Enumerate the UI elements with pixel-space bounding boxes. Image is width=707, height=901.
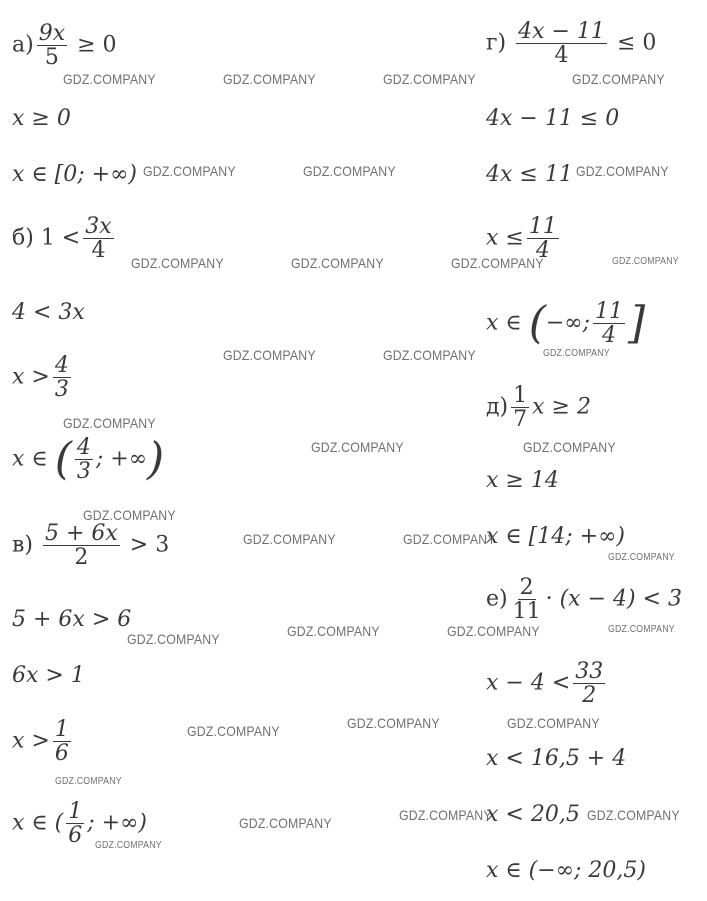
denominator: 7 — [513, 407, 528, 433]
problem-a-line-2: x ≥ 0 — [12, 106, 71, 131]
problem-a-label: а) — [12, 32, 34, 58]
denominator: 5 — [44, 45, 59, 71]
denominator: 6 — [54, 741, 69, 767]
fraction — [66, 800, 84, 847]
watermark: GDZ.COMPANY — [63, 71, 156, 87]
watermark: GDZ.COMPANY — [399, 807, 492, 823]
denominator: 3 — [54, 377, 69, 403]
watermark: GDZ.COMPANY — [223, 347, 316, 363]
watermark: GDZ.COMPANY — [239, 815, 332, 831]
watermark: GDZ.COMPANY — [587, 807, 680, 823]
close-paren: ) — [147, 433, 165, 485]
fraction — [573, 660, 605, 707]
watermark: GDZ.COMPANY — [612, 256, 679, 267]
problem-d-label: д) — [486, 394, 509, 420]
watermark: GDZ.COMPANY — [383, 347, 476, 363]
numerator: 1 — [54, 717, 69, 742]
watermark: GDZ.COMPANY — [223, 71, 316, 87]
watermark: GDZ.COMPANY — [523, 439, 616, 455]
problem-g-answer — [486, 297, 646, 349]
fraction — [511, 576, 543, 623]
problem-v-line-2: 5 + 6x > 6 — [12, 607, 132, 632]
watermark: GDZ.COMPANY — [447, 623, 540, 639]
watermark: GDZ.COMPANY — [383, 71, 476, 87]
watermark: GDZ.COMPANY — [83, 507, 176, 523]
numerator: 33 — [575, 659, 604, 684]
numerator: 11 — [528, 214, 557, 239]
watermark: GDZ.COMPANY — [572, 71, 665, 87]
denominator: 3 — [76, 459, 91, 485]
fraction — [511, 384, 529, 431]
watermark: GDZ.COMPANY — [576, 163, 669, 179]
open-paren: ( — [528, 297, 546, 349]
problem-e-line-1 — [486, 576, 682, 623]
watermark: GDZ.COMPANY — [55, 776, 122, 787]
problem-v-line-4 — [12, 718, 74, 765]
problem-g-line-2: 4x − 11 ≤ 0 — [486, 106, 620, 131]
numerator: 5 + 6x — [44, 521, 118, 546]
numerator: 3x — [85, 214, 112, 239]
numerator: 2 — [519, 575, 534, 600]
problem-e-answer: x ∈ (−∞; 20,5) — [486, 858, 646, 883]
watermark: GDZ.COMPANY — [243, 531, 336, 547]
problem-e-line-4: x < 20,5 — [486, 802, 580, 827]
numerator: 1 — [68, 799, 83, 824]
denominator: 4 — [535, 238, 550, 264]
denominator: 2 — [74, 545, 89, 571]
watermark: GDZ.COMPANY — [95, 840, 162, 851]
denominator: 4 — [554, 43, 569, 69]
watermark: GDZ.COMPANY — [131, 255, 224, 271]
denominator: 11 — [512, 599, 541, 625]
numerator: 11 — [595, 299, 624, 324]
problem-b-line-3 — [12, 354, 74, 401]
watermark: GDZ.COMPANY — [608, 624, 675, 635]
fraction — [53, 354, 71, 401]
watermark: GDZ.COMPANY — [451, 255, 544, 271]
problem-g-line-3: 4x ≤ 11 — [486, 162, 573, 187]
inequality-rest: x ≥ 2 — [532, 394, 591, 420]
problem-b-label: б) 1 < — [12, 225, 81, 251]
inequality-rest: ≥ 0 — [77, 32, 117, 58]
denominator: 4 — [91, 238, 106, 264]
watermark: GDZ.COMPANY — [63, 415, 156, 431]
inequality-rest: · (x − 4) < 3 — [545, 586, 683, 612]
watermark: GDZ.COMPANY — [608, 552, 675, 563]
problem-b-answer — [12, 433, 165, 485]
numerator: 4 — [76, 435, 91, 460]
problem-d-line-2: x ≥ 14 — [486, 468, 559, 493]
denominator: 4 — [602, 323, 617, 349]
watermark: GDZ.COMPANY — [291, 255, 384, 271]
expr-pre: x ∈ — [486, 310, 522, 336]
problem-v-line-3: 6x > 1 — [12, 663, 85, 688]
expr-pre: x > — [12, 364, 50, 390]
problem-e-line-2 — [486, 660, 608, 707]
expr-inner: −∞; — [545, 310, 591, 336]
watermark: GDZ.COMPANY — [543, 348, 610, 359]
fraction — [53, 718, 71, 765]
watermark: GDZ.COMPANY — [303, 163, 396, 179]
expr-post: ; +∞) — [87, 810, 148, 836]
denominator: 2 — [582, 683, 597, 709]
watermark: GDZ.COMPANY — [127, 631, 220, 647]
problem-a-line-1 — [12, 22, 117, 69]
problem-b-line-1 — [12, 215, 117, 262]
problem-v-label: в) — [12, 532, 33, 558]
watermark: GDZ.COMPANY — [287, 623, 380, 639]
fraction — [516, 20, 607, 67]
watermark: GDZ.COMPANY — [403, 531, 496, 547]
inequality-rest: > 3 — [129, 532, 170, 558]
watermark: GDZ.COMPANY — [507, 715, 600, 731]
numerator: 9x — [38, 21, 66, 46]
problem-e-line-3: x < 16,5 + 4 — [486, 746, 627, 771]
open-paren: ( — [54, 433, 72, 485]
problem-g-line-1 — [486, 20, 656, 67]
expr-pre: x > — [12, 728, 50, 754]
fraction — [593, 300, 625, 347]
fraction — [43, 522, 120, 569]
problem-d-answer: x ∈ [14; +∞) — [486, 524, 626, 549]
numerator: 4x − 11 — [518, 19, 605, 44]
numerator: 4 — [54, 353, 69, 378]
expr-pre: x ∈ ( — [12, 810, 64, 836]
problem-g-label: г) — [486, 30, 507, 56]
fraction — [37, 22, 67, 69]
inequality-rest: ≤ 0 — [616, 30, 657, 56]
expr-pre: x ∈ — [12, 446, 48, 472]
fraction — [83, 215, 113, 262]
denominator: 6 — [68, 823, 83, 849]
expr-pre: x − 4 < — [486, 670, 571, 696]
watermark: GDZ.COMPANY — [311, 439, 404, 455]
problem-e-label: е) — [486, 586, 508, 612]
expr-post: ; +∞ — [95, 446, 148, 472]
problem-a-answer: x ∈ [0; +∞) — [12, 162, 138, 187]
problem-b-line-2: 4 < 3x — [12, 300, 85, 325]
watermark: GDZ.COMPANY — [187, 723, 280, 739]
problem-d-line-1 — [486, 384, 591, 431]
problem-v-line-1 — [12, 522, 169, 569]
watermark: GDZ.COMPANY — [347, 715, 440, 731]
close-bracket: ] — [628, 297, 646, 349]
fraction — [75, 436, 93, 483]
numerator: 1 — [513, 383, 528, 408]
watermark: GDZ.COMPANY — [143, 163, 236, 179]
expr-pre: x ≤ — [486, 225, 524, 251]
